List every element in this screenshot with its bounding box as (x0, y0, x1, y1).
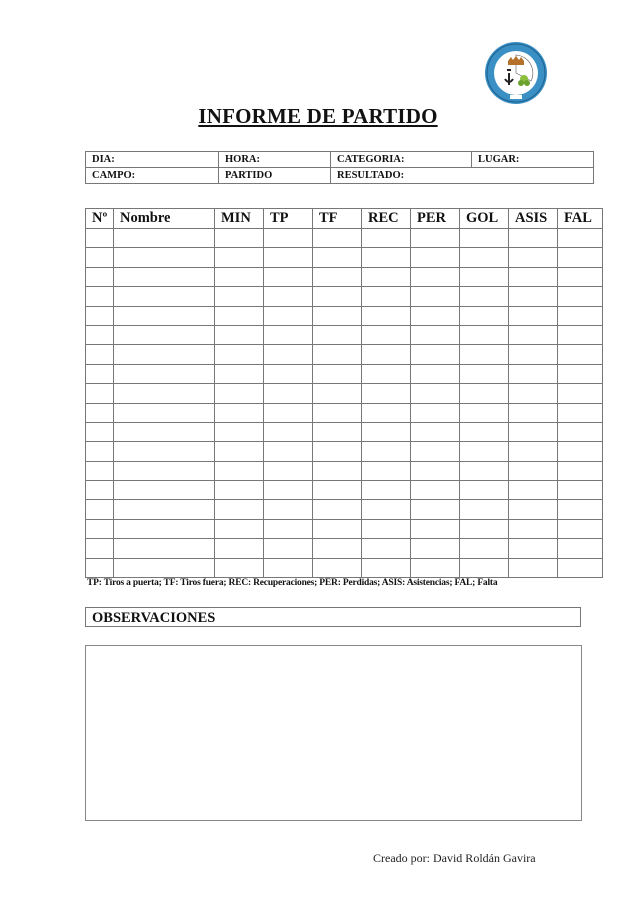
col-rec: REC (362, 209, 411, 229)
table-cell[interactable] (411, 500, 460, 519)
col-tf: TF (313, 209, 362, 229)
table-cell[interactable] (558, 325, 603, 344)
dia-field[interactable]: DIA: (86, 152, 219, 168)
table-cell[interactable] (114, 461, 215, 480)
club-crest-icon (484, 41, 548, 105)
player-stats-table (85, 208, 603, 578)
table-cell[interactable] (411, 461, 460, 480)
table-cell[interactable] (313, 364, 362, 383)
table-cell[interactable] (114, 403, 215, 422)
table-cell[interactable] (114, 500, 215, 519)
table-cell[interactable] (411, 384, 460, 403)
table-cell[interactable] (509, 229, 558, 248)
col-numero: Nº (86, 209, 114, 229)
table-cell[interactable] (411, 229, 460, 248)
table-cell[interactable] (114, 442, 215, 461)
table-cell[interactable] (460, 422, 509, 441)
table-cell[interactable] (215, 325, 264, 344)
categoria-field[interactable]: CATEGORIA: (331, 152, 472, 168)
hora-field[interactable]: HORA: (219, 152, 331, 168)
table-cell[interactable] (264, 539, 313, 558)
table-cell[interactable] (215, 481, 264, 500)
table-cell[interactable] (509, 287, 558, 306)
table-cell[interactable] (86, 229, 114, 248)
table-cell[interactable] (558, 403, 603, 422)
table-row (86, 519, 603, 538)
table-cell[interactable] (411, 325, 460, 344)
table-cell[interactable] (362, 500, 411, 519)
table-cell[interactable] (558, 267, 603, 286)
table-cell[interactable] (460, 461, 509, 480)
table-cell[interactable] (86, 267, 114, 286)
table-cell[interactable] (215, 442, 264, 461)
table-row (86, 539, 603, 558)
table-cell[interactable] (313, 267, 362, 286)
table-cell[interactable] (313, 287, 362, 306)
table-cell[interactable] (509, 403, 558, 422)
table-cell[interactable] (114, 229, 215, 248)
table-cell[interactable] (215, 539, 264, 558)
table-cell[interactable] (313, 345, 362, 364)
col-nombre: Nombre (114, 209, 215, 229)
table-cell[interactable] (215, 519, 264, 538)
table-cell[interactable] (313, 306, 362, 325)
table-cell[interactable] (362, 229, 411, 248)
table-cell[interactable] (264, 519, 313, 538)
table-cell[interactable] (509, 422, 558, 441)
table-cell[interactable] (362, 325, 411, 344)
table-cell[interactable] (460, 345, 509, 364)
table-cell[interactable] (86, 442, 114, 461)
table-cell[interactable] (362, 384, 411, 403)
table-cell[interactable] (264, 461, 313, 480)
table-cell[interactable] (86, 481, 114, 500)
table-cell[interactable] (411, 481, 460, 500)
table-cell[interactable] (264, 422, 313, 441)
table-cell[interactable] (264, 558, 313, 577)
table-cell[interactable] (362, 558, 411, 577)
table-cell[interactable] (362, 267, 411, 286)
table-cell[interactable] (411, 403, 460, 422)
partido-field[interactable]: PARTIDO (219, 168, 331, 184)
table-cell[interactable] (264, 325, 313, 344)
table-cell[interactable] (509, 481, 558, 500)
table-row (86, 248, 603, 267)
table-cell[interactable] (558, 481, 603, 500)
table-cell[interactable] (558, 306, 603, 325)
table-cell[interactable] (86, 325, 114, 344)
table-cell[interactable] (264, 442, 313, 461)
table-cell[interactable] (313, 248, 362, 267)
table-cell[interactable] (114, 287, 215, 306)
table-cell[interactable] (509, 248, 558, 267)
table-cell[interactable] (362, 403, 411, 422)
abbreviation-legend: TP: Tiros a puerta; TF: Tiros fuera; REC: Recuperaciones; PER: Perdidas; ASIS: Asistencias; FAL; Falta (87, 578, 498, 588)
table-cell[interactable] (313, 500, 362, 519)
table-row (86, 306, 603, 325)
table-row (86, 403, 603, 422)
observaciones-textarea[interactable] (85, 645, 582, 821)
table-cell[interactable] (86, 558, 114, 577)
table-row (86, 229, 603, 248)
table-cell[interactable] (509, 345, 558, 364)
table-cell[interactable] (411, 287, 460, 306)
table-cell[interactable] (460, 306, 509, 325)
table-cell[interactable] (313, 481, 362, 500)
table-cell[interactable] (86, 306, 114, 325)
table-cell[interactable] (558, 442, 603, 461)
table-cell[interactable] (313, 539, 362, 558)
table-cell[interactable] (509, 500, 558, 519)
table-cell[interactable] (362, 519, 411, 538)
table-cell[interactable] (86, 500, 114, 519)
table-cell[interactable] (114, 519, 215, 538)
table-header-row (86, 209, 603, 229)
table-cell[interactable] (313, 519, 362, 538)
table-cell[interactable] (313, 442, 362, 461)
table-row (86, 384, 603, 403)
table-cell[interactable] (411, 442, 460, 461)
table-cell[interactable] (215, 287, 264, 306)
table-cell[interactable] (362, 442, 411, 461)
col-fal: FAL (558, 209, 603, 229)
table-cell[interactable] (460, 539, 509, 558)
table-cell[interactable] (558, 248, 603, 267)
table-cell[interactable] (215, 384, 264, 403)
table-cell[interactable] (264, 306, 313, 325)
table-cell[interactable] (313, 461, 362, 480)
table-cell[interactable] (114, 539, 215, 558)
table-row (86, 422, 603, 441)
table-cell[interactable] (509, 364, 558, 383)
table-cell[interactable] (86, 384, 114, 403)
table-cell[interactable] (114, 384, 215, 403)
table-cell[interactable] (411, 539, 460, 558)
table-cell[interactable] (215, 306, 264, 325)
table-cell[interactable] (264, 345, 313, 364)
table-cell[interactable] (86, 403, 114, 422)
col-min: MIN (215, 209, 264, 229)
table-cell[interactable] (86, 422, 114, 441)
table-cell[interactable] (411, 558, 460, 577)
table-cell[interactable] (215, 364, 264, 383)
table-cell[interactable] (509, 267, 558, 286)
table-row (86, 267, 603, 286)
table-row (86, 481, 603, 500)
table-cell[interactable] (114, 267, 215, 286)
table-cell[interactable] (86, 287, 114, 306)
observaciones-heading: OBSERVACIONES (85, 607, 581, 627)
lugar-field[interactable]: LUGAR: (472, 152, 594, 168)
table-cell[interactable] (114, 248, 215, 267)
table-cell[interactable] (264, 481, 313, 500)
table-cell[interactable] (86, 519, 114, 538)
table-cell[interactable] (215, 267, 264, 286)
table-cell[interactable] (509, 384, 558, 403)
table-cell[interactable] (411, 267, 460, 286)
table-row (86, 558, 603, 577)
table-cell[interactable] (558, 519, 603, 538)
table-cell[interactable] (362, 306, 411, 325)
table-cell[interactable] (264, 287, 313, 306)
table-cell[interactable] (558, 345, 603, 364)
table-cell[interactable] (313, 422, 362, 441)
table-cell[interactable] (558, 422, 603, 441)
table-cell[interactable] (215, 229, 264, 248)
table-cell[interactable] (558, 500, 603, 519)
stats-body (86, 229, 603, 578)
table-cell[interactable] (558, 229, 603, 248)
table-cell[interactable] (362, 248, 411, 267)
table-cell[interactable] (313, 229, 362, 248)
table-cell[interactable] (362, 461, 411, 480)
table-cell[interactable] (215, 461, 264, 480)
table-cell[interactable] (460, 364, 509, 383)
table-cell[interactable] (264, 267, 313, 286)
table-cell[interactable] (362, 287, 411, 306)
table-cell[interactable] (114, 422, 215, 441)
table-cell[interactable] (215, 403, 264, 422)
table-cell[interactable] (509, 558, 558, 577)
table-cell[interactable] (264, 364, 313, 383)
table-cell[interactable] (460, 248, 509, 267)
table-cell[interactable] (362, 364, 411, 383)
table-cell[interactable] (411, 306, 460, 325)
col-tp: TP (264, 209, 313, 229)
table-cell[interactable] (114, 306, 215, 325)
table-row (86, 325, 603, 344)
table-cell[interactable] (215, 248, 264, 267)
table-cell[interactable] (215, 345, 264, 364)
table-row (86, 461, 603, 480)
table-cell[interactable] (86, 539, 114, 558)
table-cell[interactable] (509, 461, 558, 480)
table-cell[interactable] (264, 403, 313, 422)
author-credit: Creado por: David Roldán Gavira (373, 851, 536, 865)
col-asis: ASIS (509, 209, 558, 229)
table-cell[interactable] (558, 364, 603, 383)
table-cell[interactable] (86, 345, 114, 364)
table-cell[interactable] (411, 422, 460, 441)
table-cell[interactable] (558, 384, 603, 403)
table-cell[interactable] (460, 519, 509, 538)
table-cell[interactable] (460, 267, 509, 286)
table-cell[interactable] (362, 422, 411, 441)
table-cell[interactable] (509, 306, 558, 325)
table-cell[interactable] (411, 345, 460, 364)
table-row (86, 364, 603, 383)
page-title: INFORME DE PARTIDO (198, 104, 438, 128)
table-cell[interactable] (86, 461, 114, 480)
table-cell[interactable] (264, 248, 313, 267)
table-cell[interactable] (264, 229, 313, 248)
table-cell[interactable] (411, 519, 460, 538)
table-cell[interactable] (460, 403, 509, 422)
table-cell[interactable] (558, 539, 603, 558)
table-cell[interactable] (509, 442, 558, 461)
table-cell[interactable] (114, 364, 215, 383)
table-cell[interactable] (558, 558, 603, 577)
table-cell[interactable] (362, 481, 411, 500)
table-row (86, 287, 603, 306)
table-cell[interactable] (460, 384, 509, 403)
table-cell[interactable] (86, 248, 114, 267)
table-cell[interactable] (558, 287, 603, 306)
campo-field[interactable]: CAMPO: (86, 168, 219, 184)
table-cell[interactable] (86, 364, 114, 383)
table-cell[interactable] (509, 325, 558, 344)
table-cell[interactable] (313, 403, 362, 422)
match-info-table (85, 151, 594, 184)
table-cell[interactable] (362, 539, 411, 558)
table-cell[interactable] (509, 539, 558, 558)
table-cell[interactable] (460, 500, 509, 519)
table-cell[interactable] (114, 558, 215, 577)
table-row (86, 345, 603, 364)
table-cell[interactable] (313, 558, 362, 577)
table-cell[interactable] (509, 519, 558, 538)
table-row (86, 500, 603, 519)
table-cell[interactable] (460, 229, 509, 248)
table-cell[interactable] (460, 481, 509, 500)
resultado-field[interactable]: RESULTADO: (331, 168, 594, 184)
table-cell[interactable] (460, 325, 509, 344)
table-cell[interactable] (215, 500, 264, 519)
club-crest-logo (484, 41, 548, 105)
col-per: PER (411, 209, 460, 229)
table-cell[interactable] (460, 287, 509, 306)
table-cell[interactable] (313, 325, 362, 344)
table-cell[interactable] (264, 384, 313, 403)
table-cell[interactable] (215, 422, 264, 441)
table-cell[interactable] (114, 345, 215, 364)
table-cell[interactable] (411, 248, 460, 267)
table-cell[interactable] (460, 558, 509, 577)
col-gol: GOL (460, 209, 509, 229)
table-cell[interactable] (411, 364, 460, 383)
table-cell[interactable] (558, 461, 603, 480)
table-cell[interactable] (313, 384, 362, 403)
table-row (86, 442, 603, 461)
table-cell[interactable] (362, 345, 411, 364)
table-cell[interactable] (114, 325, 215, 344)
table-cell[interactable] (215, 558, 264, 577)
table-cell[interactable] (114, 481, 215, 500)
table-cell[interactable] (264, 500, 313, 519)
table-cell[interactable] (460, 442, 509, 461)
